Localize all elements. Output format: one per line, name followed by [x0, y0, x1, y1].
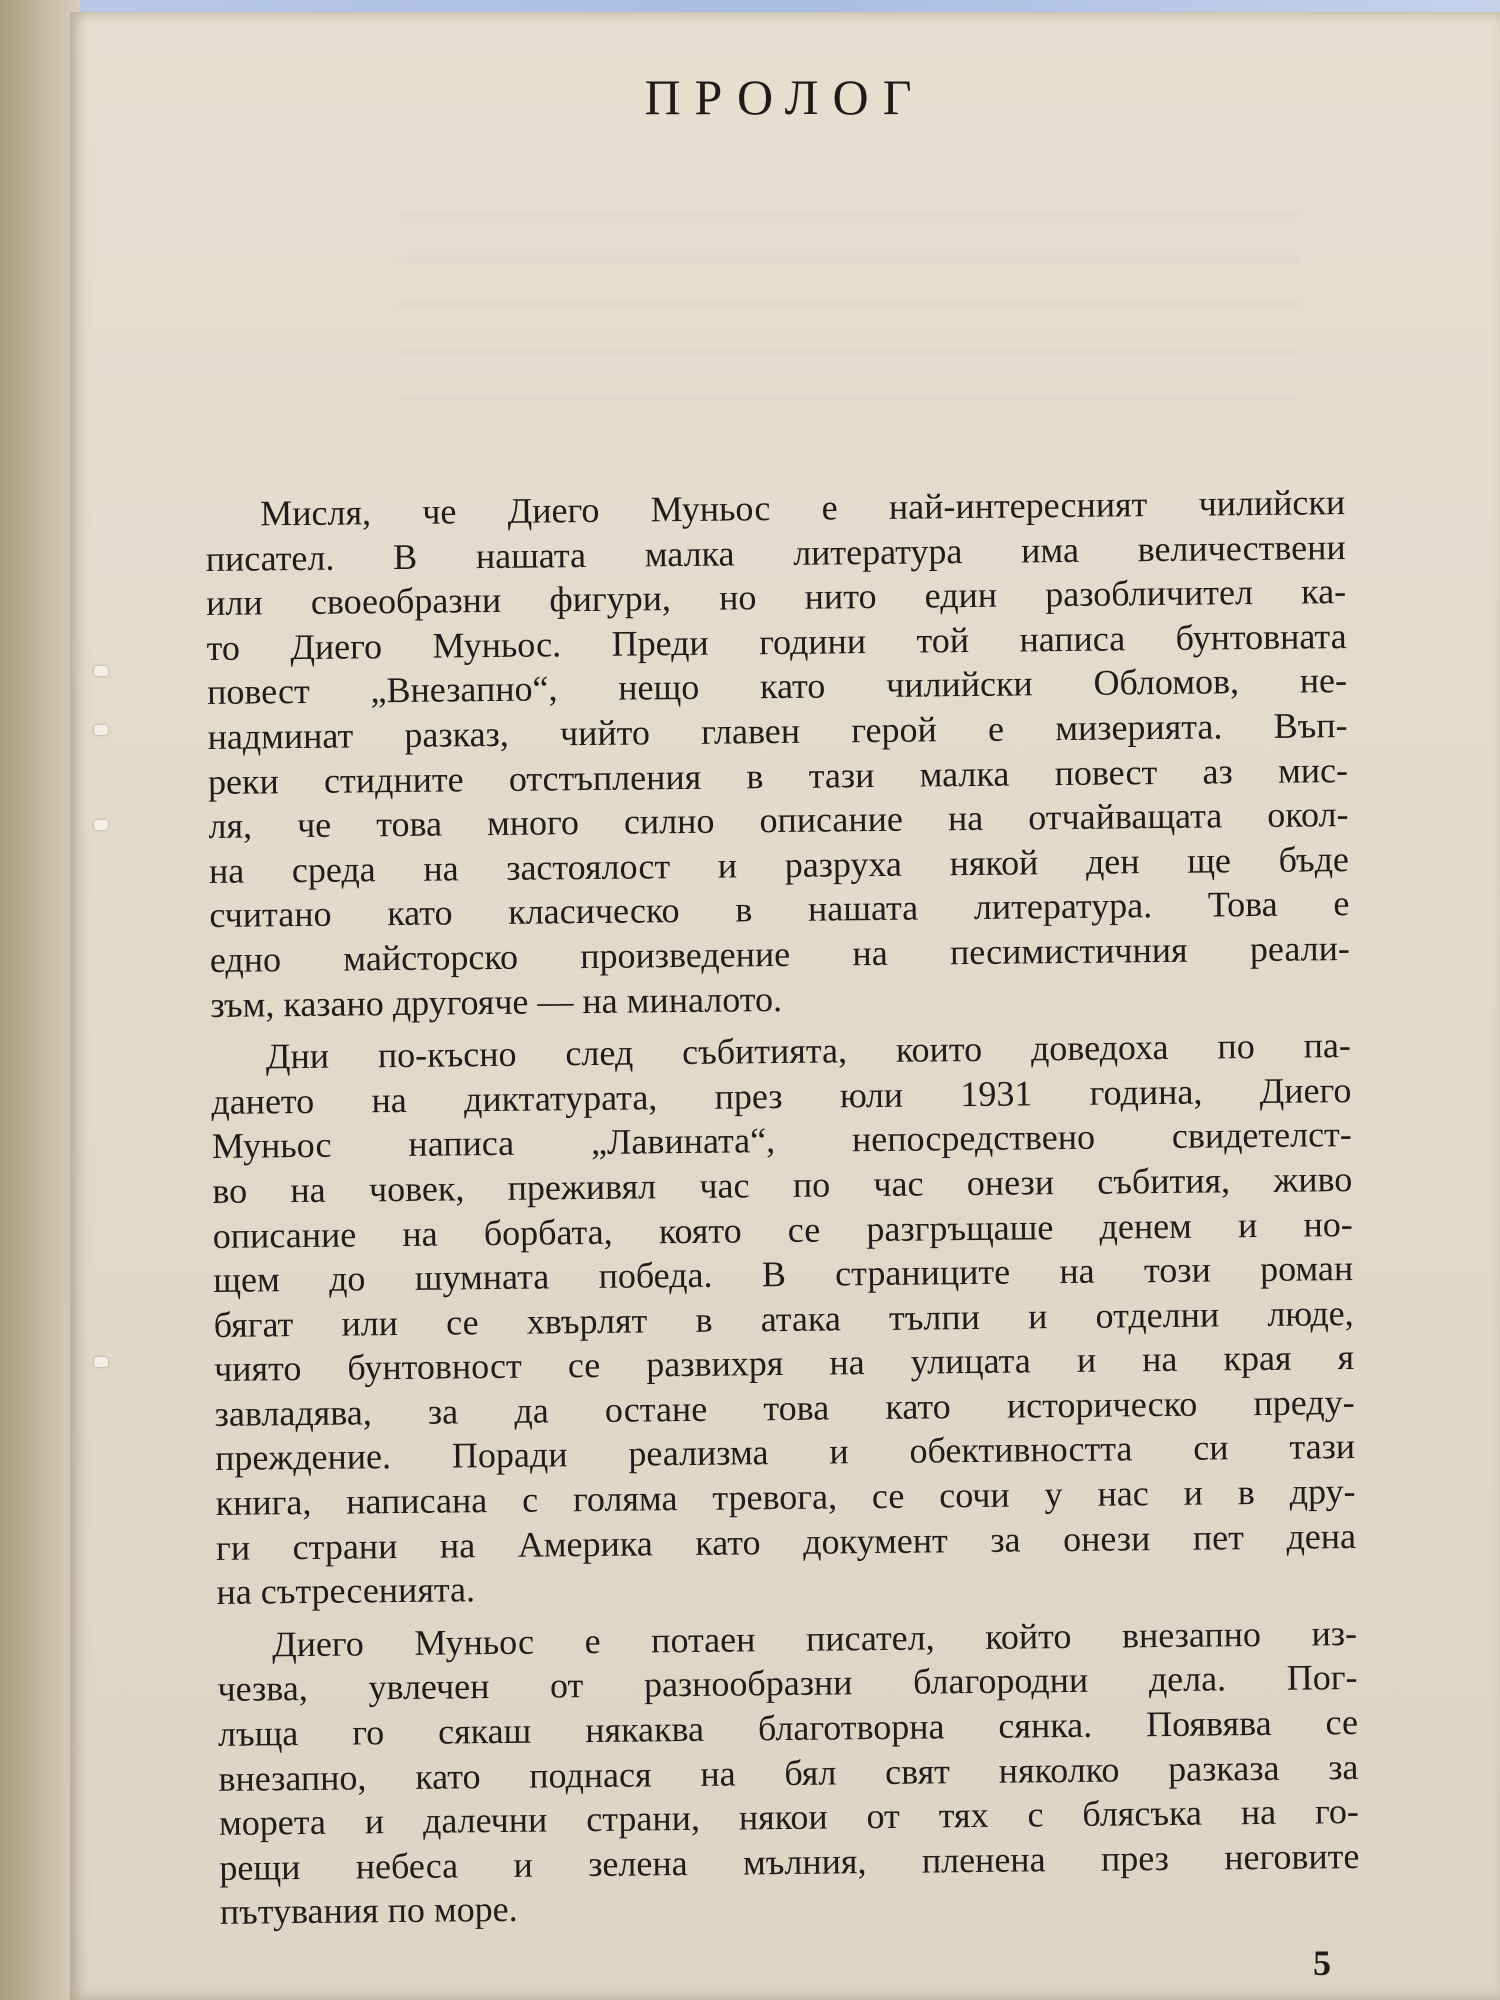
text-line: чиято бунтовност се развихря на улицата и на края я — [213, 1337, 1355, 1390]
binding-stitch — [94, 1357, 108, 1367]
binding-stitch — [94, 666, 108, 676]
text-line: на среда на застоялост и разруха някой ден ще бъде — [208, 838, 1350, 891]
text-line: ги страни на Америка като документ за онези пет дена — [215, 1515, 1357, 1568]
text-line: писател. В нашата малка литература има величествени — [205, 526, 1346, 579]
text-line: пътувания по море. — [219, 1889, 518, 1933]
paragraph-3 — [217, 1611, 1360, 1935]
binding-stitch — [94, 725, 108, 735]
text-line: Мисля, че Диего Муньос е най-интересният чилийски — [260, 482, 1346, 534]
text-line: щем до шумната победа. В страниците на този роман — [213, 1248, 1354, 1301]
page-number: 5 — [1313, 1943, 1331, 1983]
text-line: Муньос написа „Лавината“, непосредствено свидетелст- — [211, 1114, 1352, 1167]
text-line: Дни по-късно след събитията, които доведоха по па- — [265, 1025, 1352, 1077]
text-line: описание на борбата, която се разгръщаше денем и но- — [212, 1203, 1353, 1256]
text-line: внезапно, като поднася на бял свят няколко разказа за — [218, 1746, 1359, 1799]
text-line: бягат или се хвърлят в атака тълпи и отделни люде, — [213, 1292, 1354, 1345]
paragraph-2 — [211, 1023, 1357, 1615]
text-line: едно майсторско произведение на песимистичния реали- — [209, 927, 1351, 980]
text-line: во на човек, преживял час по час онези събития, живо — [212, 1158, 1353, 1211]
page-title: ПРОЛОГ — [644, 69, 926, 125]
text-line: надминат разказ, чийто главен герой е мизерията. Въп- — [207, 705, 1348, 757]
text-line: преждение. Поради реализма и обективността си тази — [214, 1426, 1356, 1479]
show-through-shadow — [400, 212, 1300, 442]
text-line: дането на диктатурата, през юли 1931 година, Диего — [211, 1069, 1352, 1122]
text-line: зъм, казано другояче — на миналото. — [210, 978, 783, 1025]
paragraph-1 — [205, 480, 1351, 1027]
text-line: морета и далечни страни, някои от тях с блясъка на го- — [218, 1791, 1360, 1844]
text-line: на сътресенията. — [216, 1569, 476, 1613]
text-line: книга, написана с голяма тревога, се сочи у нас и в дру- — [215, 1471, 1356, 1524]
text-line: то Диего Муньос. Преди години той написа бунтовната — [206, 615, 1347, 668]
text-line: лъща го сякаш някаква благотворна сянка. Появява се — [217, 1702, 1359, 1754]
text-line: рещи небеса и зелена мълния, пленена през неговите — [219, 1835, 1360, 1888]
text-line: повест „Внезапно“, нещо като чилийски Обломов, не- — [206, 660, 1348, 713]
text-line: ля, че това много силно описание на отчайващата окол- — [208, 794, 1349, 847]
text-line: или своеобразни фигури, но нито един разобличител ка- — [205, 571, 1347, 624]
text-line: Диего Муньос е потаен писател, който внезапно из- — [271, 1612, 1358, 1665]
body-text — [205, 480, 1360, 1935]
text-line: считано като класическо в нашата литература. Това е — [209, 883, 1350, 936]
binding-stitch — [94, 820, 108, 830]
text-line: завладява, за да остане това като историческо преду- — [214, 1381, 1355, 1434]
text-line: чезва, увлечен от разнообразни благородни дела. Пог- — [217, 1657, 1358, 1710]
book-spine — [0, 0, 80, 2000]
text-line: реки стидните отстъпления в тази малка повест аз мис- — [207, 749, 1349, 802]
